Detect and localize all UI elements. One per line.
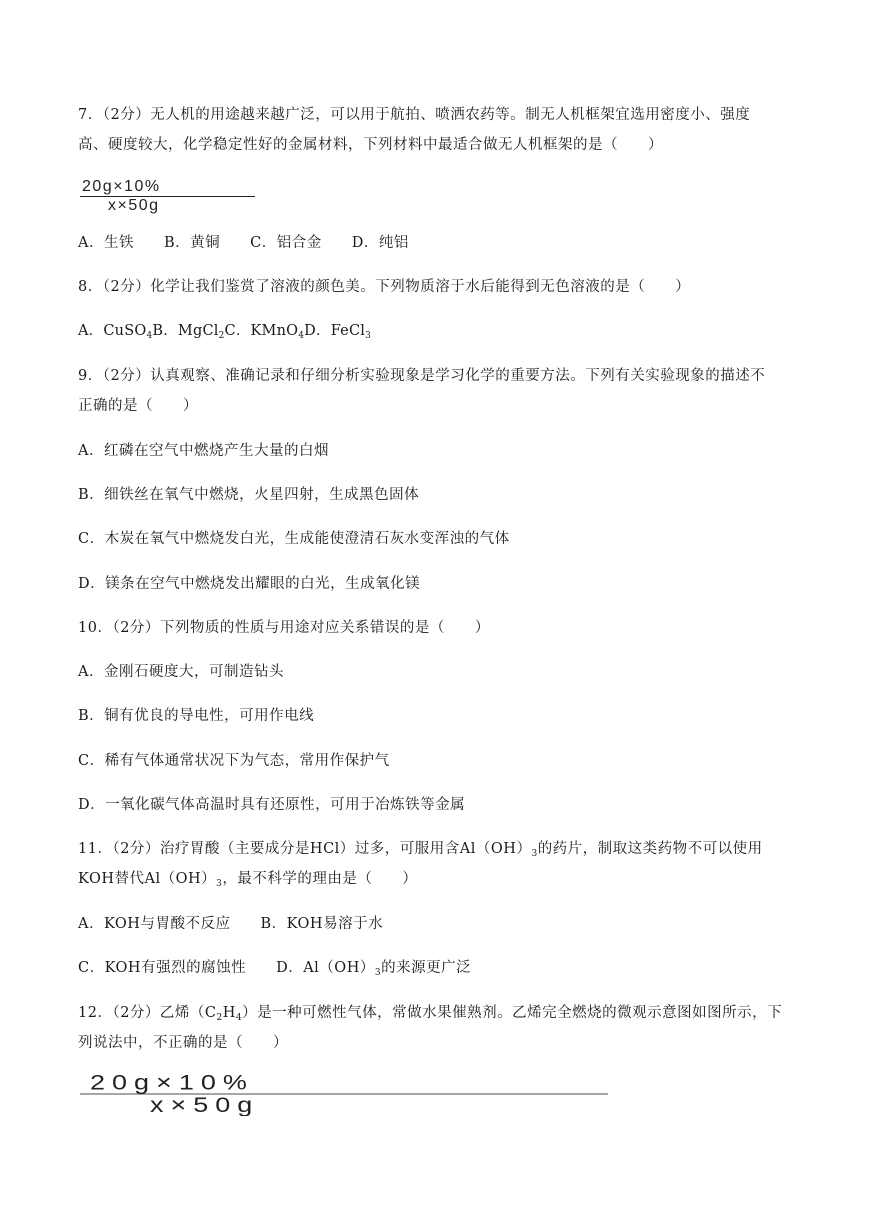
fraction-numerator: 20g×10% [82, 178, 161, 195]
q9-option-d: D．镁条在空气中燃烧发出耀眼的白光，生成氧化镁 [78, 576, 421, 592]
q7-stem-line1: 7．（2分）无人机的用途越来越广泛，可以用于航拍、喷洒农药等。制无人机框架宜选用密度小、强度 [78, 107, 751, 123]
q8-option-c: C．KMnO [224, 323, 299, 339]
q10-option-d: D．一氧化碳气体高温时具有还原性，可用于冶炼铁等金属 [78, 797, 466, 813]
q9-stem-line2: 正确的是（ ） [78, 398, 198, 414]
q7-stem-line2: 高、硬度较大，化学稳定性好的金属材料，下列材料中最适合做无人机框架的是（ ） [78, 137, 663, 153]
q12-fraction-image [80, 1072, 608, 1116]
q10-option-c: C．稀有气体通常状况下为气态，常用作保护气 [78, 753, 390, 769]
q8-stem: 8．（2分）化学让我们鉴赏了溶液的颜色美。下列物质溶于水后能得到无色溶液的是（ ） [78, 279, 691, 295]
q7-options: A．生铁 B．黄铜 C．铝合金 D．纯铝 [78, 235, 409, 251]
q9-option-c: C．木炭在氧气中燃烧发白光，生成能使澄清石灰水变浑浊的气体 [78, 531, 510, 547]
q8-option-d: D．FeCl [304, 323, 366, 339]
q7-fraction-image [80, 178, 255, 215]
q11-stem-line2: KOH替代$Al(OH)_3$，最不科学的理由是（ ） [78, 871, 418, 889]
q8-option-b: B．MgCl [152, 323, 219, 339]
q8-options: A．CuSO$_4$B．MgCl$_2$C．KMnO$_4$D．FeCl$_3$ [78, 323, 372, 341]
q9-option-a: A．红磷在空气中燃烧产生大量的白烟 [78, 443, 329, 459]
q8-option-a: A．CuSO [78, 323, 147, 339]
q10-stem: 10．（2分）下列物质的性质与用途对应关系错误的是（ ） [78, 620, 490, 636]
fraction-numerator: 20g×10% [90, 1072, 254, 1095]
q10-option-a: A．金刚石硬度大，可制造钻头 [78, 664, 284, 680]
q11-options-ab: A．KOH与胃酸不反应 B．KOH易溶于水 [78, 916, 384, 932]
q9-option-b: B．细铁丝在氧气中燃烧，火星四射，生成黑色固体 [78, 487, 420, 503]
q11-stem-line1: 11．（2分）治疗胃酸（主要成分是HCl）过多，可服用含$Al(OH)_3$的药片，制取这类药物不可以使用 [78, 841, 763, 859]
q11-options-cd: C．KOH有强烈的腐蚀性 D．$Al(OH)_3$的来源更广泛 [78, 960, 472, 978]
q12-stem-line2: 列说法中，不正确的是（ ） [78, 1035, 288, 1051]
fraction-denominator: x×50g [108, 197, 160, 214]
q10-option-b: B．铜有优良的导电性，可用作电线 [78, 708, 315, 724]
q9-stem-line1: 9．（2分）认真观察、准确记录和仔细分析实验现象是学习化学的重要方法。下列有关实验现象的描述不 [78, 368, 766, 384]
q12-stem-line1: 12．（2分）乙烯$(C_2H_4)$是一种可燃性气体，常做水果催熟剂。乙烯完全燃烧的微观示意图如图所示，下 [78, 1005, 783, 1023]
fraction-denominator: x×50g [150, 1092, 260, 1116]
